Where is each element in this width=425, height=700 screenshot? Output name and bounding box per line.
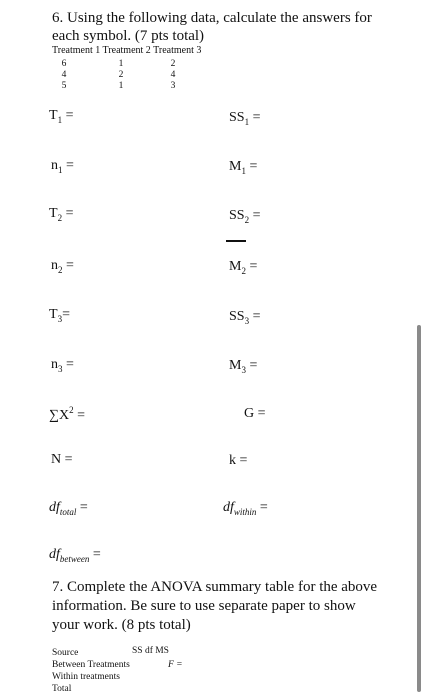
table-cell: 1 (118, 59, 124, 69)
anova-f-label: F = (168, 660, 183, 670)
symbol-n3: $n_3$ = (51, 357, 74, 374)
symbol-m2: $M_2$ = (229, 259, 258, 276)
symbol-df-within: $df_{within}$ = (223, 500, 268, 517)
symbol-df-between: $df_{between}$ = (49, 547, 101, 564)
table-cell: 3 (170, 81, 176, 91)
table-cell: 1 (118, 81, 124, 91)
symbol-t1: $T_1$ = (49, 108, 74, 125)
symbol-t2: $T_2$ = (49, 206, 74, 223)
symbol-n-total: N = (51, 452, 73, 467)
anova-source-header: Source (52, 648, 79, 658)
symbol-k: k = (229, 453, 248, 468)
table-cell: 6 (61, 59, 67, 69)
symbol-m3: $M_3$ = (229, 358, 258, 375)
table-cell: 4 (61, 70, 67, 80)
table-cell: 5 (61, 81, 67, 91)
data-table-header: Treatment 1 Treatment 2 Treatment 3 (52, 45, 202, 56)
anova-row-between: Between Treatments (52, 660, 130, 670)
symbol-t3: $T_3=$ (49, 307, 70, 324)
symbol-n1: $n_1$ = (51, 158, 74, 175)
symbol-sum-x-squared: $\sum X^2$ = (49, 405, 85, 423)
anova-row-within: Within treatments (52, 672, 120, 682)
symbol-ss3: $SS_3$ = (229, 309, 261, 326)
symbol-ss1: $SS_1$ = (229, 110, 261, 127)
symbol-n2: $n_2$ = (51, 258, 74, 275)
table-cell: 4 (170, 70, 176, 80)
anova-columns-header: SS df MS (132, 646, 169, 656)
question-7-line-2: information. Be sure to use separate paper to show (52, 598, 356, 614)
divider-mark (226, 240, 246, 242)
table-cell: 2 (170, 59, 176, 69)
scrollbar[interactable] (417, 325, 421, 692)
question-7-line-3: your work. (8 pts total) (52, 617, 191, 633)
symbol-g: G = (244, 406, 266, 421)
anova-row-total: Total (52, 684, 72, 694)
symbol-df-total: $df_{total}$ = (49, 500, 88, 517)
question-7-line-1: 7. Complete the ANOVA summary table for the above (52, 579, 378, 595)
question-6-line-1: 6. Using the following data, calculate the answers for (52, 10, 372, 26)
symbol-m1: $M_1$ = (229, 159, 258, 176)
symbol-ss2: $SS_2$ = (229, 208, 261, 225)
table-cell: 2 (118, 70, 124, 80)
question-6-line-2: each symbol. (7 pts total) (52, 28, 205, 44)
